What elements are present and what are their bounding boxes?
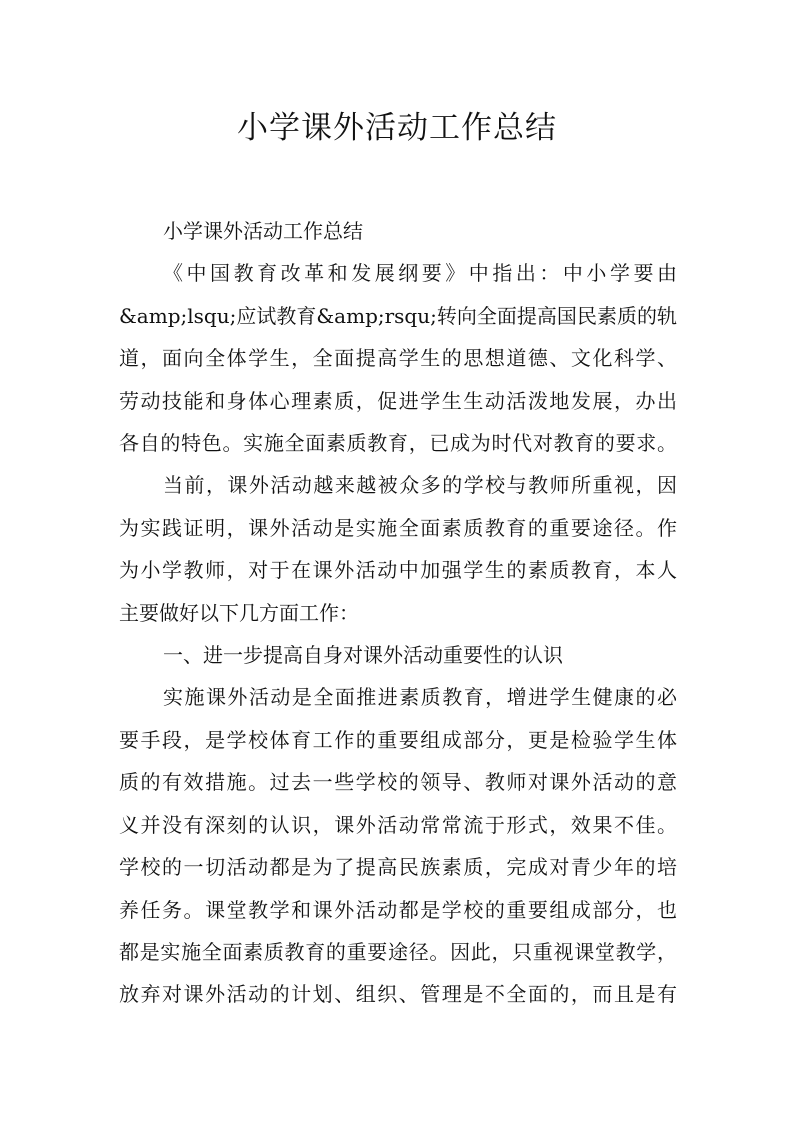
text-line: 实施课外活动是全面推进素质教育，增进学生健康的必 bbox=[163, 685, 677, 710]
text-line: 放弃对课外活动的计划、组织、管理是不全面的，而且是有 bbox=[119, 982, 677, 1007]
text-line: 《中国教育改革和发展纲要》中指出：中小学要由 bbox=[163, 261, 677, 286]
text-line: &amp;lsqu;应试教育&amp;rsqu;转向全面提高国民素质的轨 bbox=[119, 303, 677, 328]
text-line: 义并没有深刻的认识，课外活动常常流于形式，效果不佳。 bbox=[119, 812, 677, 837]
paragraph-lines bbox=[119, 252, 677, 1015]
text-line: 各自的特色。实施全面素质教育，已成为时代对教育的要求。 bbox=[119, 431, 677, 456]
text-line: 学校的一切活动都是为了提高民族素质，完成对青少年的培 bbox=[119, 855, 677, 880]
document-body bbox=[119, 210, 677, 1016]
text-line: 为小学教师，对于在课外活动中加强学生的素质教育，本人 bbox=[119, 558, 677, 583]
text-line: 一、进一步提高自身对课外活动重要性的认识 bbox=[163, 643, 563, 668]
document-title: 小学课外活动工作总结 bbox=[237, 110, 557, 146]
text-line: 要手段，是学校体育工作的重要组成部分，更是检验学生体 bbox=[119, 727, 677, 752]
text-line: 主要做好以下几方面工作： bbox=[119, 600, 359, 625]
text-line: 质的有效措施。过去一些学校的领导、教师对课外活动的意 bbox=[119, 770, 677, 795]
document-subtitle: 小学课外活动工作总结 bbox=[163, 219, 363, 243]
text-line: 养任务。课堂教学和课外活动都是学校的重要组成部分，也 bbox=[119, 897, 677, 922]
text-line: 劳动技能和身体心理素质，促进学生生动活泼地发展，办出 bbox=[119, 388, 677, 413]
text-line: 为实践证明，课外活动是实施全面素质教育的重要途径。作 bbox=[119, 515, 677, 540]
text-line: 当前，课外活动越来越被众多的学校与教师所重视，因 bbox=[163, 473, 677, 498]
text-line: 都是实施全面素质教育的重要途径。因此，只重视课堂教学， bbox=[119, 939, 677, 964]
text-line: 道，面向全体学生，全面提高学生的思想道德、文化科学、 bbox=[119, 346, 677, 371]
